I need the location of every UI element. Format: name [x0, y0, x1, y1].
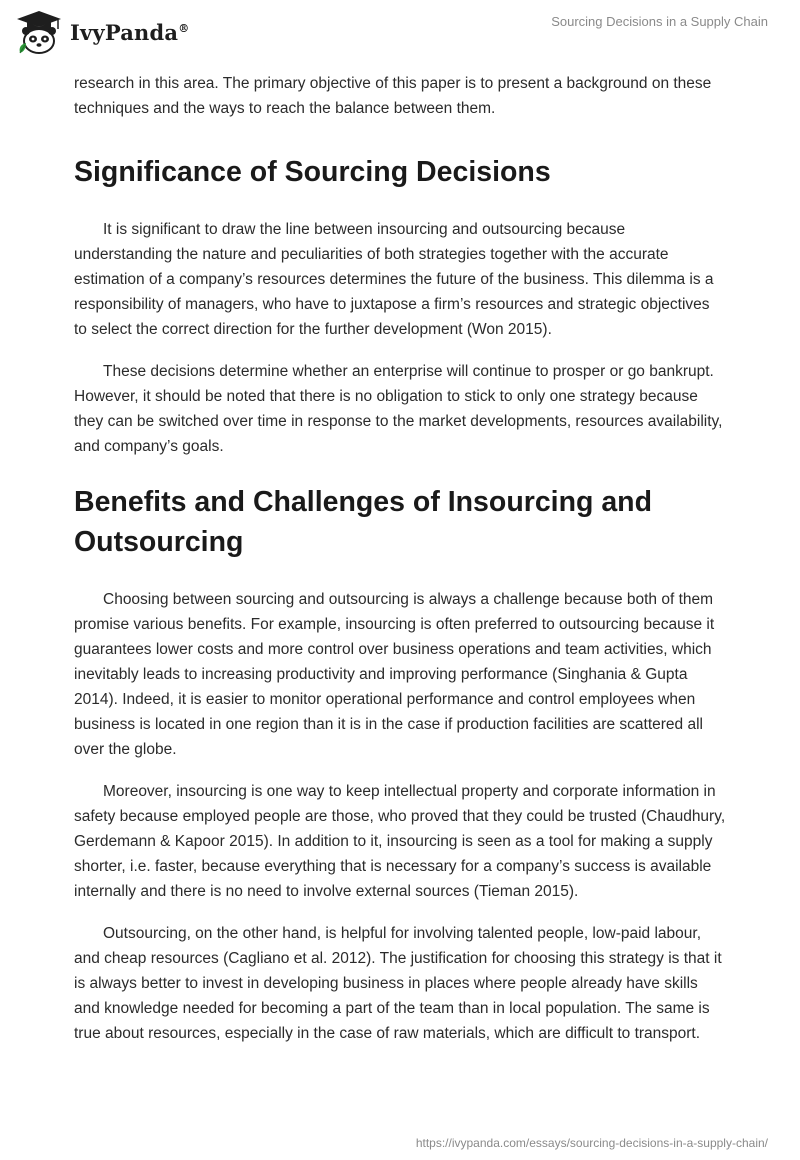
section-heading-benefits-challenges: Benefits and Challenges of Insourcing and Outsourcing: [74, 486, 652, 558]
source-url[interactable]: https://ivypanda.com/essays/sourcing-decisions-in-a-supply-chain/: [415, 1136, 768, 1150]
essay-content: [74, 71, 726, 1063]
logo-wordmark: IvyPanda®: [70, 19, 190, 45]
ivypanda-logo[interactable]: [14, 9, 189, 55]
page-header: [0, 0, 800, 64]
paragraph: These decisions determine whether an enterprise will continue to prosper or go bankrupt. However, it should be noted that there is no obligation to stick to only one strategy because they can be switched over time in response to the market developments, resources availability, and company’s goals.: [74, 363, 723, 455]
document-title: Sourcing Decisions in a Supply Chain: [551, 14, 768, 29]
section-heading-significance: Significance of Sourcing Decisions: [74, 156, 551, 188]
paragraph: Moreover, insourcing is one way to keep intellectual property and corporate information in safety because employed people are those, who proved that they could be trusted (Chaudhury, Gerdemann & Kapoor 2015). In addition to it, insourcing is seen as a tool for making a supply shorter, i.e. faster, because everything that is necessary for a company’s success is available internally and there is no need to involve external sources (Tieman 2015).: [74, 783, 726, 900]
intro-paragraph: research in this area. The primary objective of this paper is to present a background on these techniques and the ways to reach the balance between them.: [74, 75, 712, 117]
panda-logo-icon: [14, 9, 64, 55]
paragraph: Outsourcing, on the other hand, is helpful for involving talented people, low-paid labour, and cheap resources (Cagliano et al. 2012). The justification for choosing this strategy is that it is always better to invest in developing business in places where people already have skills and knowledge needed for becoming a part of the team than in local population. The same is true about resources, especially in the case of raw materials, which are difficult to transport.: [74, 925, 722, 1042]
paragraph: It is significant to draw the line between insourcing and outsourcing because understanding the nature and peculiarities of both strategies together with the accurate estimation of a company’s resources determines the future of the business. This dilemma is a responsibility of managers, who have to juxtapose a firm’s resources and strategic objectives to select the correct direction for the further development (Won 2015).: [74, 221, 714, 338]
paragraph: Choosing between sourcing and outsourcing is always a challenge because both of them promise various benefits. For example, insourcing is often preferred to outsourcing because it guarantees lower costs and more control over business operations and team activities, which inevitably leads to increasing productivity and improving performance (Singhania & Gupta 2014). Indeed, it is easier to monitor operational performance and control employees when business is located in one region than it is in the case if production facilities are scattered all over the globe.: [74, 591, 715, 758]
